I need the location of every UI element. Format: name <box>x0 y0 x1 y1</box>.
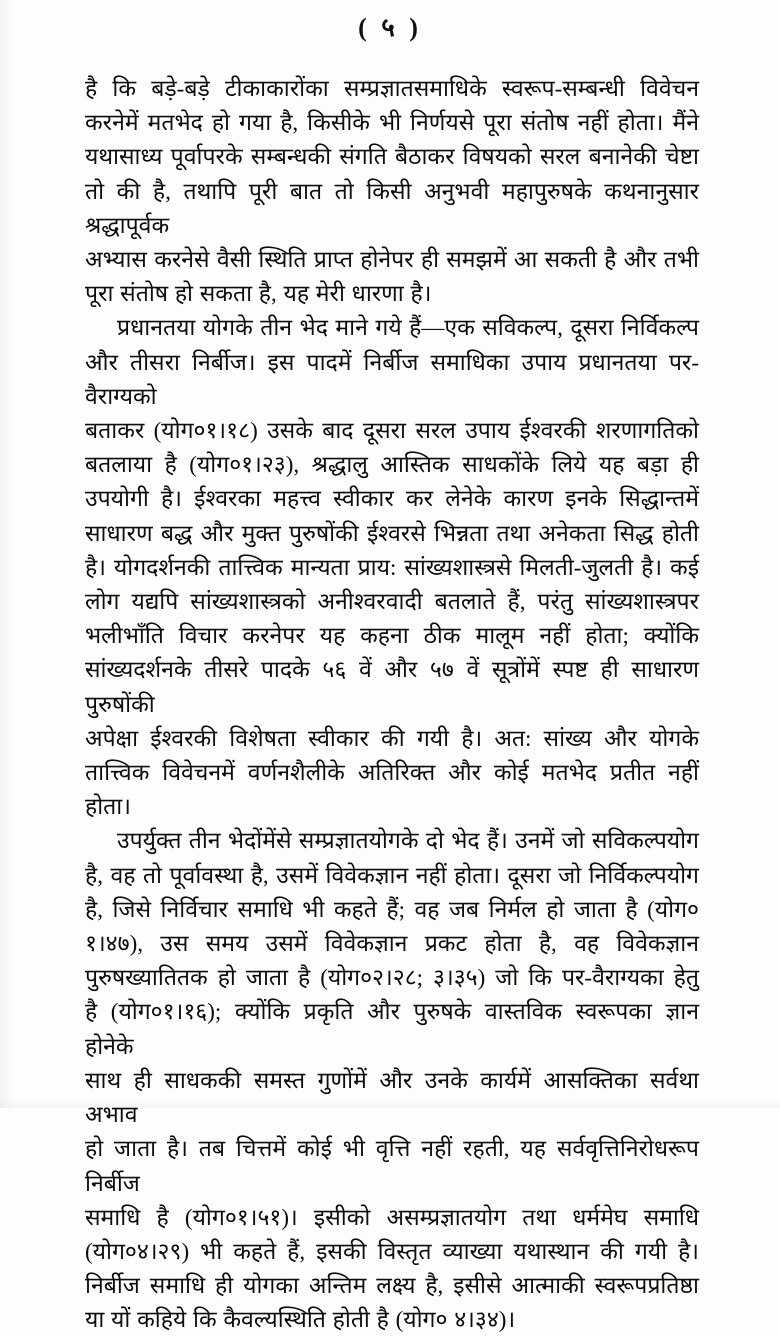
text-line: तात्त्विक विवेचनमें वर्णनशैलीके अतिरिक्त और कोई मतभेद प्रतीत नहीं होता। <box>85 760 699 820</box>
text-line: सांख्यदर्शनके तीसरे पादके ५६ वें और ५७ वें सूत्रोंमें स्पष्ट ही साधारण पुरुषोंकी <box>85 657 699 717</box>
text-line: यथासाध्य पूर्वापरके सम्बन्धकी संगति बैठाकर विषयको सरल बनानेकी चेष्टा <box>85 144 699 170</box>
text-line: पूरा संतोष हो सकता है, यह मेरी धारणा है। <box>85 281 432 307</box>
text-line: है (योग०१।१६); क्योंकि प्रकृति और पुरुषके वास्तविक स्वरूपका ज्ञान होनेके <box>85 999 699 1059</box>
text-line: लोग यद्यपि सांख्यशास्त्रको अनीश्वरवादी बतलाते हैं, परंतु सांख्यशास्त्रपर <box>85 589 699 615</box>
text-line: अभ्यास करनेसे वैसी स्थिति प्राप्त होनेपर ही समझमें आ सकती है और तभी <box>85 247 699 273</box>
paragraph <box>85 311 699 824</box>
text-line: है, जिसे निर्विचार समाधि भी कहते हैं; वह जब निर्मल हो जाता है (योग० <box>85 896 699 922</box>
text-line: निर्बीज समाधि ही योगका अन्तिम लक्ष्य है, इसीसे आत्माकी स्वरूपप्रतिष्ठा <box>85 1273 699 1299</box>
text-line: (योग०४।२९) भी कहते हैं, इसकी विस्तृत व्याख्या यथास्थान की गयी है। <box>85 1238 699 1264</box>
paragraph <box>85 72 699 311</box>
text-line: बताकर (योग०१।१८) उसके बाद दूसरा सरल उपाय ईश्वरकी शरणागतिको <box>85 418 699 444</box>
text-line: साथ ही साधककी समस्त गुणोंमें और उनके कार्यमें आसक्तिका सर्वथा अभाव <box>85 1067 699 1128</box>
text-line: १।४७), उस समय उसमें विवेकज्ञान प्रकट होता है, वह विवेकज्ञान <box>85 931 699 957</box>
text-line: और तीसरा निर्बीज। इस पादमें निर्बीज समाधिका उपाय प्रधानतया पर-वैराग्यको <box>85 349 699 409</box>
text-line: उपर्युक्त तीन भेदोंमेंसे सम्प्रज्ञातयोगके दो भेद हैं। उनमें जो सविकल्पयोग <box>117 828 699 854</box>
text-line: साधारण बद्ध और मुक्त पुरुषोंकी ईश्वरसे भिन्नता तथा अनेकता सिद्ध होती <box>85 520 699 546</box>
text-line: तो की है, तथापि पूरी बात तो किसी अनुभवी महापुरुषके कथनानुसार श्रद्धापूर्वक <box>85 178 699 238</box>
text-line: है, वह तो पूर्वावस्था है, उसमें विवेकज्ञान नहीं होता। दूसरा जो निर्विकल्पयोग <box>85 862 699 888</box>
page-number: ( ५ ) <box>358 13 422 42</box>
text-line: भलीभाँति विचार करनेपर यह कहना ठीक मालूम नहीं होता; क्योंकि <box>85 623 699 649</box>
text-line: प्रधानतया योगके तीन भेद माने गये हैं—एक सविकल्प, दूसरा निर्विकल्प <box>117 315 699 341</box>
text-line: उपयोगी है। ईश्वरका महत्त्व स्वीकार कर लेनेके कारण इनके सिद्धान्तमें <box>85 486 699 512</box>
text-line: समाधि है (योग०१।५१)। इसीको असम्प्रज्ञातयोग तथा धर्ममेघ समाधि <box>85 1204 699 1230</box>
page-text <box>85 72 699 1338</box>
text-line: है कि बड़े-बड़े टीकाकारोंका सम्प्रज्ञातसमाधिके स्वरूप-सम्बन्धी विवेचन <box>85 76 699 101</box>
text-line: करनेमें मतभेद हो गया है, किसीके भी निर्णयसे पूरा संतोष नहीं होता। मैंने <box>85 110 699 136</box>
text-line: या यों कहिये कि कैवल्यस्थिति होती है (योग० ४।३४)। <box>85 1307 516 1333</box>
paragraph <box>85 824 699 1337</box>
text-line: है। योगदर्शनकी तात्त्विक मान्यता प्राय: सांख्यशास्त्रसे मिलती-जुलती है। कई <box>85 554 699 580</box>
text-line: अपेक्षा ईश्वरकी विशेषता स्वीकार की गयी है। अत: सांख्य और योगके <box>85 725 699 751</box>
text-line: बतलाया है (योग०१।२३), श्रद्धालु आस्तिक साधकोंके लिये यह बड़ा ही <box>85 452 699 478</box>
text-line: हो जाता है। तब चित्तमें कोई भी वृत्ति नहीं रहती, यह सर्ववृत्तिनिरोधरूप निर्बीज <box>85 1136 699 1196</box>
text-line: पुरुषख्यातितक हो जाता है (योग०२।२८; ३।३५) जो कि पर-वैराग्यका हेतु <box>85 965 699 991</box>
